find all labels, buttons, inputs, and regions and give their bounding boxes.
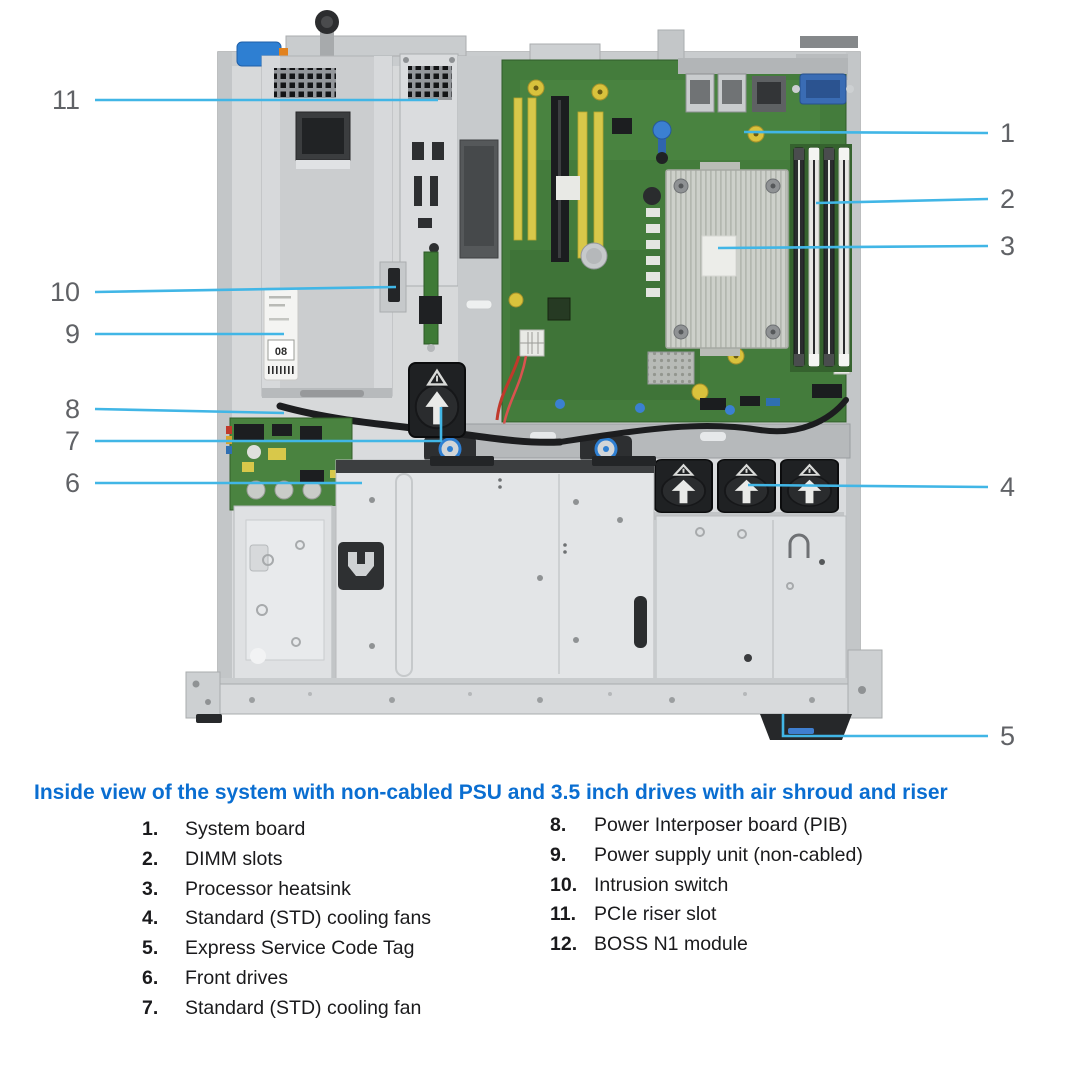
legend-item-number: 1. <box>142 818 159 840</box>
callout-number-9: 9 <box>64 319 80 349</box>
callout-number-5: 5 <box>1000 721 1016 751</box>
callout-number-10: 10 <box>49 277 80 307</box>
power-supply-unit <box>262 56 392 398</box>
right-drive-bay <box>656 516 846 682</box>
legend-item <box>130 964 530 994</box>
legend-item-number: 6. <box>142 966 159 989</box>
legend-item-label: System board <box>185 818 306 840</box>
legend-item-label: Intrusion switch <box>594 873 729 896</box>
legend-item <box>130 815 530 845</box>
legend-item <box>130 934 530 964</box>
legend-item-number: 12. <box>550 933 578 955</box>
psu-label-code: 08 <box>274 346 288 358</box>
legend-item-label: Processor heatsink <box>185 877 351 900</box>
legend-item-label: Express Service Code Tag <box>185 937 415 959</box>
legend-item-number: 10. <box>550 873 578 896</box>
callout-number-4: 4 <box>1000 472 1016 502</box>
cooling-fans-row <box>648 460 844 520</box>
legend-item-label: Power Interposer board (PIB) <box>594 814 848 836</box>
legend-right-column <box>540 811 960 960</box>
legend-item-number: 3. <box>142 877 159 900</box>
vga-connector <box>792 74 854 104</box>
legend-item-label: Power supply unit (non-cabled) <box>594 843 863 866</box>
rear-io-ports <box>678 58 854 112</box>
legend-item-number: 5. <box>142 937 159 959</box>
legend-item-label: Standard (STD) cooling fans <box>185 907 432 930</box>
legend-item-label: PCIe riser slot <box>594 903 717 926</box>
dimm-slots <box>790 144 852 372</box>
legend-item <box>540 841 960 871</box>
legend-item-label: DIMM slots <box>185 847 283 870</box>
legend-left-column <box>130 815 530 1023</box>
figure-caption: Inside view of the system with non-cabled PSU and 3.5 inch drives with air shroud and riser <box>34 781 948 804</box>
legend-item-label: BOSS N1 module <box>594 933 748 955</box>
callout-number-6: 6 <box>64 468 80 498</box>
legend-item-number: 8. <box>550 814 567 836</box>
legend-item-number: 11. <box>550 903 577 926</box>
callout-number-7: 7 <box>64 426 80 456</box>
processor-heatsink <box>666 162 788 356</box>
legend-item <box>130 994 530 1024</box>
cooling-fan-single <box>409 363 465 437</box>
chipset-heatsink <box>648 352 694 384</box>
legend-item <box>540 871 960 901</box>
legend-item <box>130 845 530 875</box>
legend-item <box>130 875 530 905</box>
power-interposer-board <box>226 418 352 510</box>
pcie-riser-slot <box>400 54 458 286</box>
callout-line-1 <box>744 132 988 133</box>
callout-number-1: 1 <box>1000 118 1016 148</box>
legend-item <box>540 900 960 930</box>
legend-item <box>130 904 530 934</box>
legend-item-label: Front drives <box>185 966 288 989</box>
legend-item-number: 2. <box>142 847 159 870</box>
callout-number-3: 3 <box>1000 231 1016 261</box>
callout-number-11: 11 <box>51 85 80 115</box>
callout-number-2: 2 <box>1000 184 1016 214</box>
callout-number-8: 8 <box>64 394 80 424</box>
legend-item <box>540 930 960 960</box>
legend-item-number: 4. <box>142 907 159 930</box>
legend-item-number: 9. <box>550 843 567 866</box>
legend-item-label: Standard (STD) cooling fan <box>185 996 422 1019</box>
legend-item-number: 7. <box>142 996 159 1019</box>
legend-item <box>540 811 960 841</box>
center-drive-tray <box>336 456 656 682</box>
